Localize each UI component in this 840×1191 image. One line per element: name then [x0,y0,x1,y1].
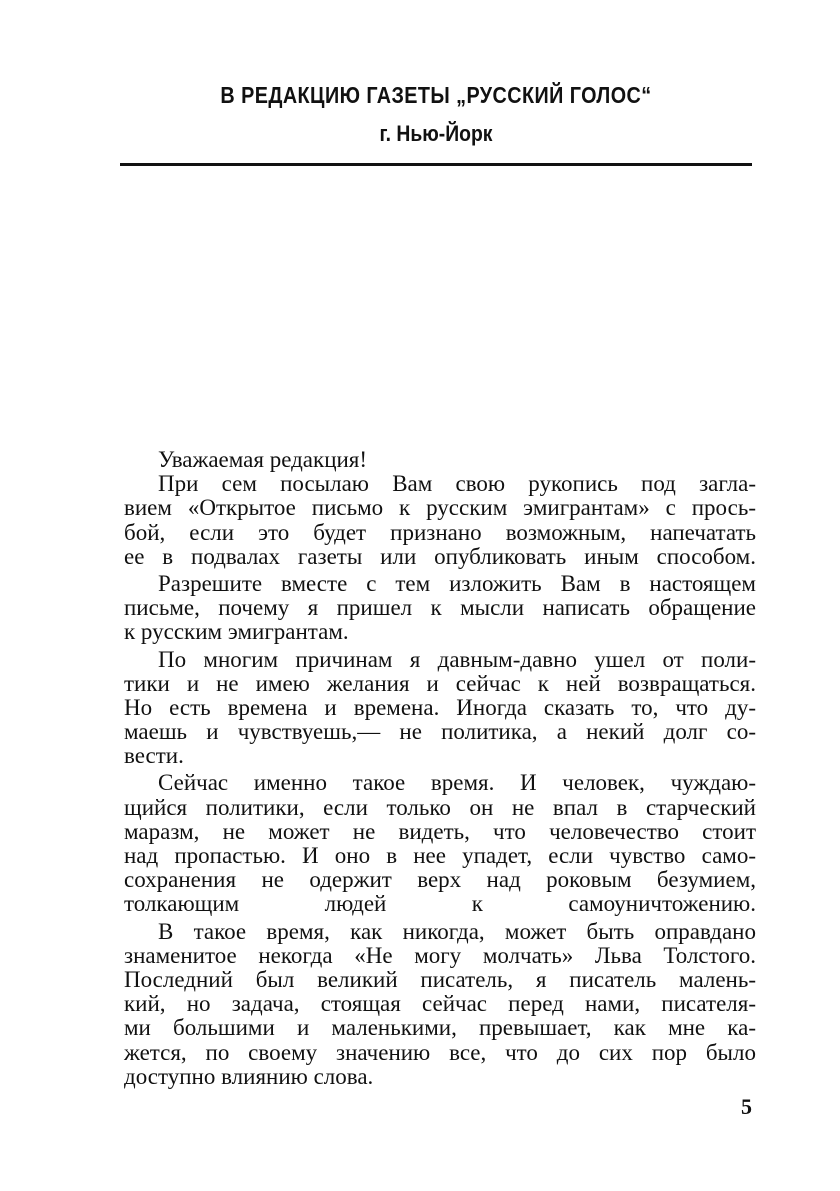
text-line: знаменитое некогда «Не могу молчать» Льва Толстого. [124,942,756,968]
text-line: Но есть времена и времена. Иногда сказать то, что ду- [124,694,756,720]
letter-paragraph-2 [124,572,756,645]
text-line: жется, по своему значению все, что до сих пор было [124,1039,756,1065]
text-line: маешь и чувствуешь,— не политика, а некий долг со- [124,719,756,745]
header-divider [120,163,752,166]
letter-paragraph-1 [124,472,756,569]
text-line: При сем посылаю Вам свою рукопись под загла- [158,471,756,497]
letter-paragraph-4 [124,771,756,916]
text-line: щийся политики, если только он не впал в старческий [124,794,756,820]
text-line: тики и не имею желания и сейчас к ней возвращаться. [124,670,756,696]
text-line: ее в подвалах газеты или опубликовать иным способом. [124,543,756,569]
page-subtitle: г. Нью-Йорк [379,121,493,146]
text-line: толкающим людей к самоуничтожению. [124,891,756,917]
text-line: В такое время, как никогда, может быть оправдано [158,918,756,944]
text-line: Сейчас именно такое время. И человек, чуждаю- [158,770,756,796]
text-line: письме, почему я пришел к мысли написать обращение [124,595,756,621]
page-title: В РЕДАКЦИЮ ГАЗЕТЫ „РУССКИЙ ГОЛОС“ [220,82,652,108]
text-line: ми большими и маленькими, превышает, как мне ка- [124,1015,756,1041]
letter-body [124,448,756,1089]
text-line: кий, но задача, стоящая сейчас перед нами, писателя- [124,991,756,1017]
letter-greeting: Уважаемая редакция! [158,447,368,472]
letter-paragraph-3 [124,648,756,769]
text-line: вести. [124,743,184,769]
text-line: доступно влиянию слова. [124,1063,374,1089]
text-line: Последний был великий писатель, я писатель малень- [124,966,756,992]
text-line: По многим причинам я давным-давно ушел от поли- [158,646,756,672]
text-line: над пропастью. И оно в нее упадет, если чувство само- [124,843,756,868]
text-line: бой, если это будет признано возможным, напечатать [124,519,756,545]
text-line: маразм, не может не видеть, что человечество стоит [124,818,756,844]
text-line: вием «Открытое письмо к русским эмигрантам» с прось- [124,495,756,521]
text-line: Разрешите вместе с тем изложить Вам в настоящем [158,570,756,596]
text-line: к русским эмигрантам. [124,619,349,645]
text-line: сохранения не одержит верх над роковым безумием, [124,867,756,893]
letter-paragraph-5 [124,920,756,1089]
page-number: 5 [741,1094,752,1119]
